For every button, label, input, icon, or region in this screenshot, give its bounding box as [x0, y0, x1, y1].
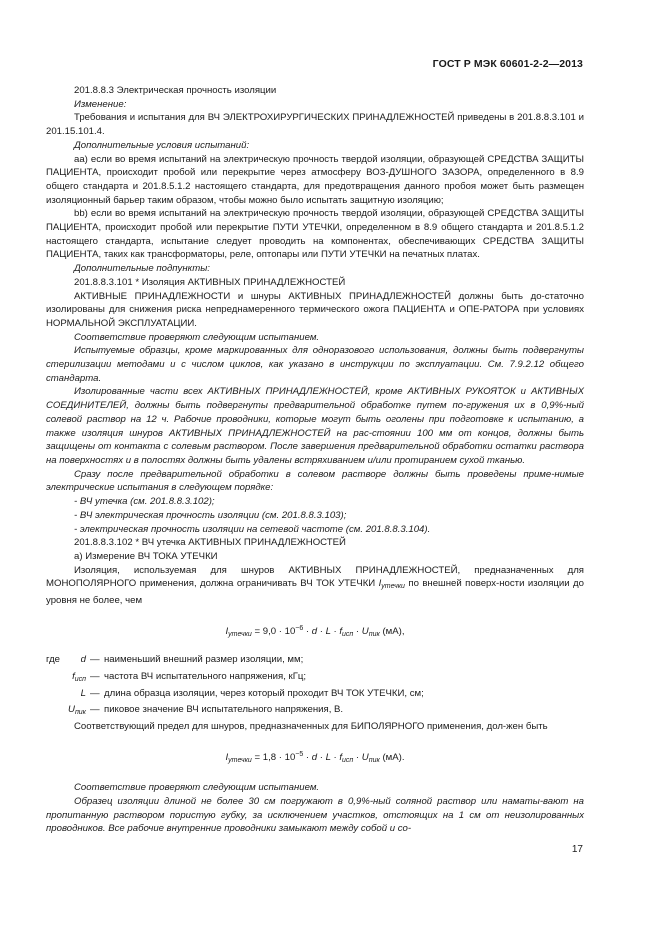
formula-bipolar: $I_{утечки} = 1,8 \cdot 10^{-5} \cdot d \cdot L \cdot f_{исп} \cdot U_{пик}$ (мА). — [225, 750, 405, 764]
list-item-bb: bb) если во время испытаний на электрическую прочность твердой изоляции, образующей СРЕДСТВА ЗАЩИТЫ ПАЦИЕНТА, происходит пробой или перекрытие ПУТИ УТЕЧКИ, определенном в 8.9 общего стандарта и 201.8.5.1.2 настоящего стандарта, испытание следует проводить на компонентах, обеспечивающих СРЕДСТВА ЗАЩИТЫ ПАЦИЕНТА, таких как трансформаторы, реле, оптопары или ПУТИ УТЕЧКИ на печатных платах. — [46, 208, 584, 261]
where-label: где — [46, 654, 61, 666]
page-number: 17 — [571, 844, 583, 855]
paragraph: Требования и испытания для ВЧ ЭЛЕКТРОХИРУРГИЧЕСКИХ ПРИНАДЛЕЖНОСТЕЙ приведены в 201.8.8.3.101 и 201.15.101.4. — [46, 112, 584, 138]
subclause-title: 201.8.8.3.101 * Изоляция АКТИВНЫХ ПРИНАДЛЕЖНОСТЕЙ — [74, 276, 346, 288]
formula-monopolar: $I_{утечки} = 9,0 \cdot 10^{-6} \cdot d \cdot L \cdot f_{исп} \cdot U_{пик}$ (мА), — [225, 624, 405, 638]
paragraph: Изоляция, используемая для шнуров АКТИВНЫХ ПРИНАДЛЕЖНОСТЕЙ, предназначенных для МОНОПОЛЯРНОГО применения, должна ограничивать ВЧ ТОК УТЕЧКИ $I_{утечки}$ по внешней поверх-ности изоляции до уровня не более, чем — [46, 564, 584, 607]
compliance-note: Соответствие проверяют следующим испытанием. — [74, 782, 320, 794]
paragraph: Соответствующий предел для шнуров, предназначенных для БИПОЛЯРНОГО применения, дол-жен быть — [74, 720, 548, 732]
definition-text: пиковое значение ВЧ испытательного напряжения, В. — [104, 704, 344, 716]
paragraph: Образец изоляции длиной не более 30 см погружают в 0,9%-ный соляной раствор или наматы-вают на пропитанную раствором пористую губку, за исключением участков, отстоящих на 1 см от неизолированных проводников. Все рабочие внутренние проводники замыкают между собой и со- — [46, 796, 584, 835]
definition-text: частота ВЧ испытательного напряжения, кГц; — [104, 670, 307, 682]
document-body — [46, 84, 584, 836]
list-item: - ВЧ утечка (см. 201.8.8.3.102); — [74, 496, 215, 508]
list-item-aa: aa) если во время испытаний на электрическую прочность твердой изоляции, образующей СРЕДСТВА ЗАЩИТЫ ПАЦИЕНТА, происходит пробой или перекрытие через атмосферу ВОЗ-ДУШНОГО ЗАЗОРА, определенного в 8.9 общего стандарта и 201.8.5.1.2 настоящего стандарта, для предотвращения данного пробоя может быть размещен изоляционный барьер таким образом, чтобы можно было испытать защитную изоляцию; — [46, 153, 584, 206]
definition-symbol: $U_{пик}$ — [68, 704, 86, 717]
definition-item: d — наименьший внешний размер изоляции, мм; — [46, 653, 584, 670]
list-item: - электрическая прочность изоляции на сетевой частоте (см. 201.8.8.3.104). — [74, 523, 431, 535]
additional-conditions-label: Дополнительные условия испытаний: — [74, 139, 250, 151]
definition-symbol: $f_{исп}$ — [72, 670, 86, 683]
definition-item: L — длина образца изоляции, через который проходит ВЧ ТОК УТЕЧКИ, см; — [46, 687, 584, 704]
amendment-label: Изменение: — [74, 98, 127, 110]
definition-text: длина образца изоляции, через который проходит ВЧ ТОК УТЕЧКИ, см; — [104, 687, 424, 699]
paragraph: Сразу после предварительной обработки в солевом растворе должны быть проведены приме-нимые электрические испытания в следующем порядке: — [46, 468, 584, 494]
paragraph: АКТИВНЫЕ ПРИНАДЛЕЖНОСТИ и шнуры АКТИВНЫХ ПРИНАДЛЕЖНОСТЕЙ должны быть до-статочно изолированы для снижения риска непреднамеренного термического ожога ПАЦИЕНТА и ОПЕ-РАТОРА при условиях НОРМАЛЬНОЙ ЭКСПЛУАТАЦИИ. — [46, 290, 584, 329]
item-title: а) Измерение ВЧ ТОКА УТЕЧКИ — [74, 550, 218, 562]
clause-title: 201.8.8.3 Электрическая прочность изоляции — [74, 85, 277, 96]
compliance-note: Соответствие проверяют следующим испытанием. — [74, 331, 320, 343]
definitions-list — [46, 653, 584, 720]
definition-symbol: L — [80, 687, 86, 699]
definition-item: $f_{исп}$ — частота ВЧ испытательного напряжения, кГц; — [46, 670, 584, 687]
paragraph: Испытуемые образцы, кроме маркированных для одноразового использования, должны быть подвергнуты стерилизации методами и с числом циклов, как указано в инструкции по эксплуатации. См. 7.9.2.12 общего стандарта. — [46, 345, 584, 384]
standard-header: ГОСТ Р МЭК 60601-2-2—2013 — [432, 58, 583, 70]
definition-symbol: d — [80, 654, 86, 666]
subclause-title: 201.8.8.3.102 * ВЧ утечка АКТИВНЫХ ПРИНАДЛЕЖНОСТЕЙ — [74, 537, 346, 549]
definition-text: наименьший внешний размер изоляции, мм; — [104, 654, 304, 666]
definition-item: $U_{пик}$ — пиковое значение ВЧ испытательного напряжения, В. — [46, 703, 584, 720]
paragraph: Изолированные части всех АКТИВНЫХ ПРИНАДЛЕЖНОСТЕЙ, кроме АКТИВНЫХ РУКОЯТОК и АКТИВНЫХ СОЕДИНИТЕЛЕЙ, должны быть подвергнуты предварительной обработке путем по-гружения их в 0,9%-ный солевой раствор на 12 ч. Рабочие проводники, которые могут быть оголены при подготовке к испытанию, а также изоляция шнуров АКТИВНЫХ ПРИНАДЛЕЖНОСТЕЙ на рас-стоянии 100 мм от концов, должны быть защищены от контакта с солевым раствором. После завершения предварительной обработки остатки раствора на поверхностях и в полостях должны быть удалены встряхиванием и/или протиранием сухой тканью. — [46, 386, 584, 466]
list-item: - ВЧ электрическая прочность изоляции (см. 201.8.8.3.103); — [74, 509, 347, 521]
additional-subclauses-label: Дополнительные подпункты: — [74, 263, 210, 275]
